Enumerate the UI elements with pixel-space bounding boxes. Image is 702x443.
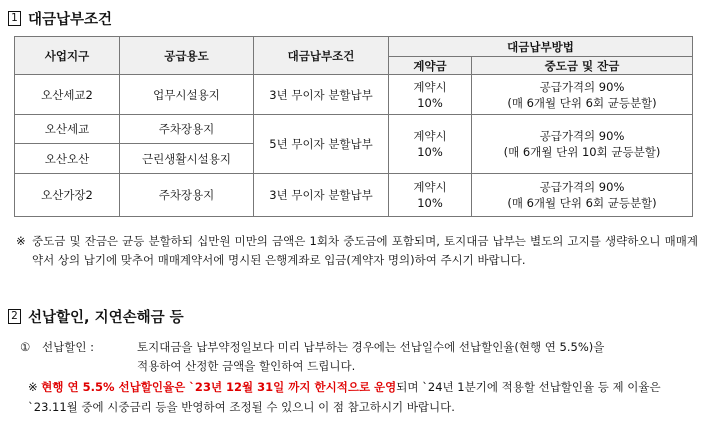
header-method: 대금납부방법 <box>389 37 693 57</box>
balance-line1: 공급가격의 90% <box>539 129 625 143</box>
cell-condition: 3년 무이자 분할납부 <box>254 75 389 115</box>
balance-line2: (매 6개월 단위 6회 균등분할) <box>507 196 657 210</box>
deposit-line1: 계약시 <box>413 180 447 194</box>
cell-balance <box>472 115 693 174</box>
section-title: 선납할인, 지연손해금 등 <box>28 310 184 326</box>
table-row <box>15 174 693 217</box>
deposit-line2: 10% <box>417 95 443 110</box>
balance-line2: (매 6개월 단위 10회 균등분할) <box>503 145 661 159</box>
item-text-line2: 적용하여 산정한 금액을 할인하여 드립니다. <box>137 359 356 373</box>
balance-line1: 공급가격의 90% <box>539 79 625 94</box>
balance-line1: 공급가격의 90% <box>539 180 625 194</box>
cell-usage: 주차장용지 <box>120 174 254 217</box>
cell-usage: 근린생활시설용지 <box>120 144 254 174</box>
deposit-line2: 10% <box>417 196 443 210</box>
payment-terms-table <box>14 36 693 217</box>
payment-note <box>16 232 698 270</box>
cell-condition: 3년 무이자 분할납부 <box>254 174 389 217</box>
section-1-heading <box>8 8 112 29</box>
header-usage: 공급용도 <box>120 37 254 75</box>
cell-district: 오산세교2 <box>15 75 120 115</box>
table-row <box>15 115 693 144</box>
section-title: 대금납부조건 <box>28 12 113 28</box>
deposit-line2: 10% <box>417 145 443 159</box>
deposit-line1: 계약시 <box>413 79 447 94</box>
deposit-line1: 계약시 <box>413 129 447 143</box>
note-mark: ※ <box>16 234 26 248</box>
section-number-box: 2 <box>8 309 21 324</box>
rate-note <box>28 377 698 417</box>
rate-highlight: 현행 연 5.5% 선납할인율은 `23년 12월 31일 까지 한시적으로 운영 <box>41 380 397 394</box>
header-district: 사업지구 <box>15 37 120 75</box>
cell-district: 오산오산 <box>15 144 120 174</box>
cell-usage: 주차장용지 <box>120 115 254 144</box>
item-number: ① <box>20 340 31 354</box>
cell-district: 오산가장2 <box>15 174 120 217</box>
note-mark: ※ <box>28 380 38 394</box>
item-label: 선납할인 : <box>42 340 94 354</box>
cell-balance <box>472 174 693 217</box>
section-number-box: 1 <box>8 11 21 26</box>
rate-note-text: 되며 `24년 1분기에 적용할 선납할인율 등 제 이율은 `23.11월 중에 시중금리 등을 반영하여 조정될 수 있으니 이 점 참고하시기 바랍니다. <box>28 380 661 414</box>
section-2-heading <box>8 306 184 327</box>
header-condition: 대금납부조건 <box>254 37 389 75</box>
cell-usage: 업무시설용지 <box>120 75 254 115</box>
balance-line2: (매 6개월 단위 6회 균등분할) <box>507 95 657 110</box>
cell-district: 오산세교 <box>15 115 120 144</box>
cell-balance <box>472 75 693 115</box>
item-text-line1: 토지대금을 납부약정일보다 미리 납부하는 경우에는 선납일수에 선납할인율(현행 연 5.5%)을 <box>137 340 605 354</box>
note-text: 중도금 및 잔금은 균등 분할하되 십만원 미만의 금액은 1회차 중도금에 포함되며, 토지대금 납부는 별도의 고지를 생략하오니 매매계약서 상의 납기에 맞추어 매매계약서에 명시된 은행계좌로 입금(계약자 명의)하여 주시기 바랍니다. <box>32 234 698 267</box>
cell-deposit <box>389 115 472 174</box>
cell-condition: 5년 무이자 분할납부 <box>254 115 389 174</box>
header-balance: 중도금 및 잔금 <box>472 57 693 75</box>
header-deposit: 계약금 <box>389 57 472 75</box>
cell-deposit <box>389 174 472 217</box>
table-row <box>15 75 693 115</box>
cell-deposit <box>389 75 472 115</box>
